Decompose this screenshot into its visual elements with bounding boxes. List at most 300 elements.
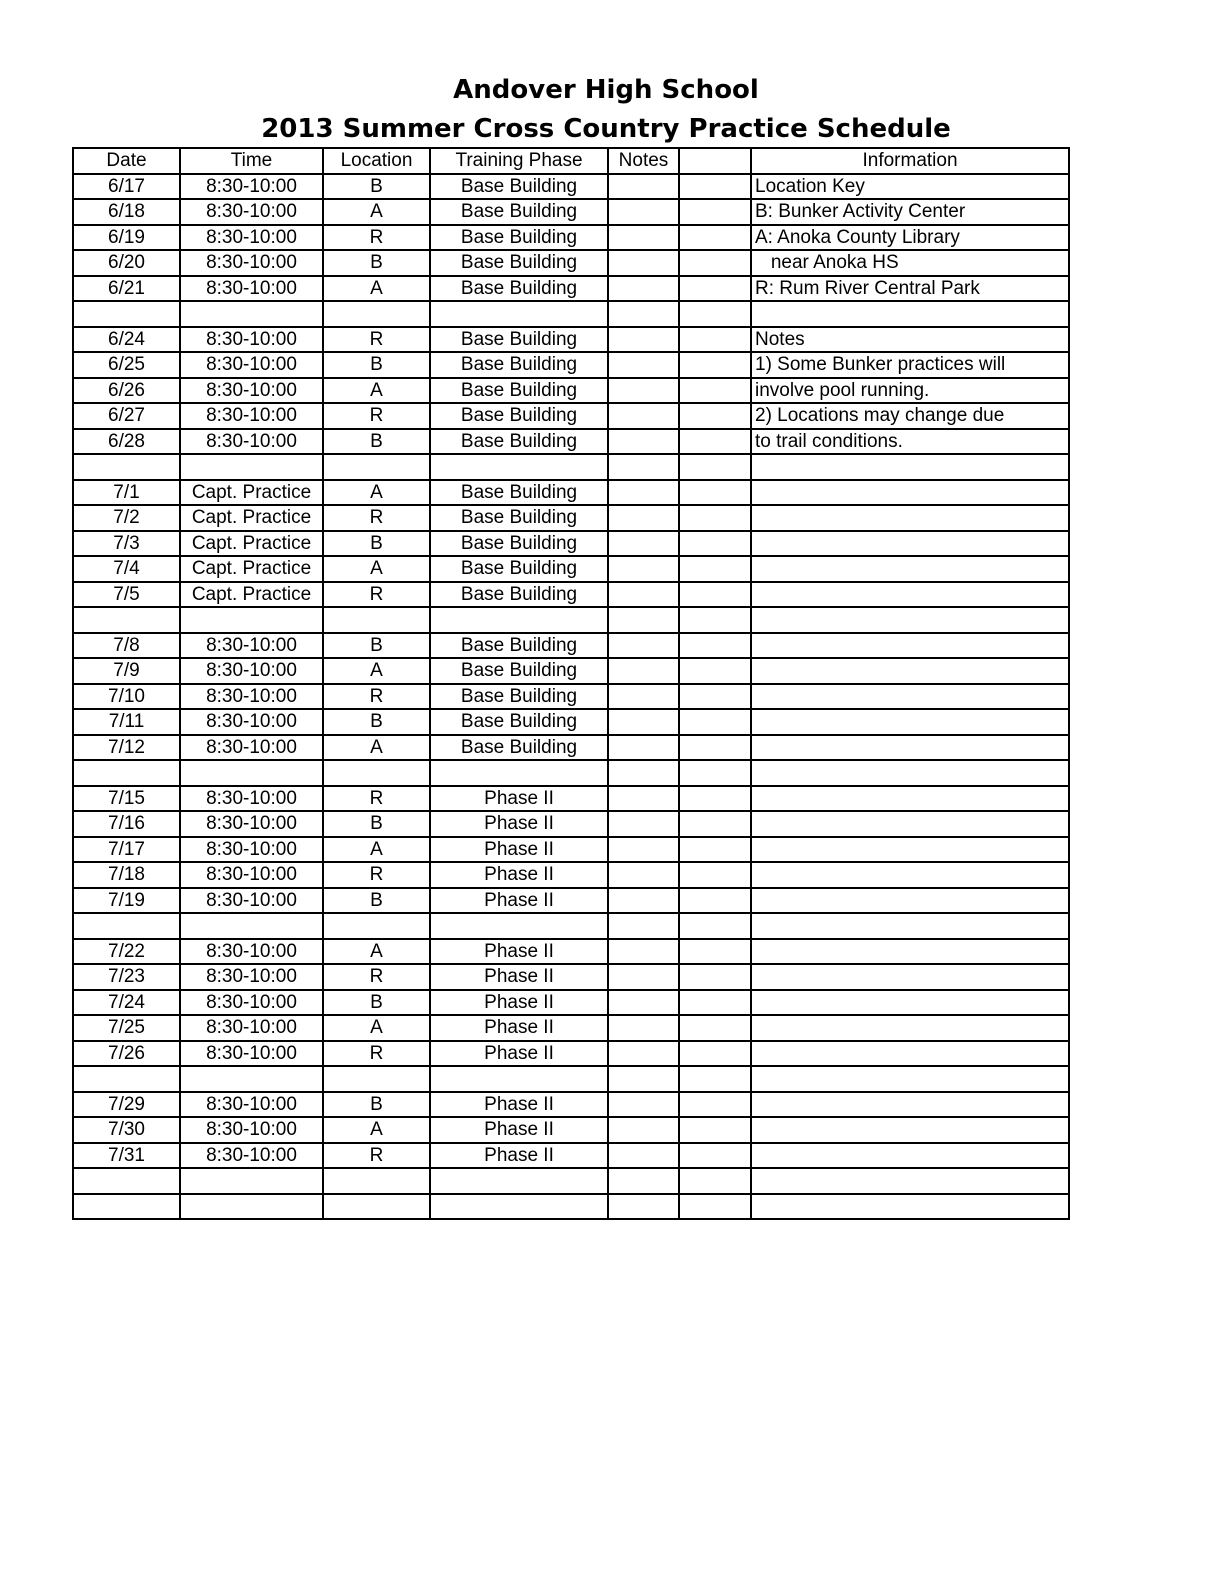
date-cell: 7/31 — [73, 1143, 180, 1169]
information-cell: Location Key — [751, 174, 1069, 200]
information-cell: Notes — [751, 327, 1069, 353]
header-blank — [679, 148, 751, 174]
time-cell: 8:30-10:00 — [180, 990, 323, 1016]
date-cell: 6/27 — [73, 403, 180, 429]
header-time: Time — [180, 148, 323, 174]
table-row — [73, 199, 1069, 225]
table-row — [73, 888, 1069, 914]
table-row — [73, 607, 1069, 633]
notes-cell — [608, 913, 679, 939]
table-row — [73, 1066, 1069, 1092]
time-cell: 8:30-10:00 — [180, 633, 323, 659]
blank-cell — [679, 352, 751, 378]
information-cell — [751, 480, 1069, 506]
location-cell: R — [323, 225, 430, 251]
notes-cell — [608, 811, 679, 837]
date-cell: 7/4 — [73, 556, 180, 582]
information-cell — [751, 1117, 1069, 1143]
information-cell: to trail conditions. — [751, 429, 1069, 455]
training-phase-cell: Base Building — [430, 352, 608, 378]
notes-cell — [608, 582, 679, 608]
header-notes: Notes — [608, 148, 679, 174]
information-cell — [751, 531, 1069, 557]
location-cell: B — [323, 709, 430, 735]
information-cell — [751, 964, 1069, 990]
table-row — [73, 658, 1069, 684]
date-cell: 7/19 — [73, 888, 180, 914]
header-row — [73, 148, 1069, 174]
time-cell: Capt. Practice — [180, 556, 323, 582]
notes-cell — [608, 352, 679, 378]
time-cell: 8:30-10:00 — [180, 225, 323, 251]
notes-cell — [608, 556, 679, 582]
time-cell — [180, 760, 323, 786]
blank-cell — [679, 888, 751, 914]
date-cell: 7/2 — [73, 505, 180, 531]
location-cell: R — [323, 403, 430, 429]
notes-cell — [608, 301, 679, 327]
date-cell: 7/12 — [73, 735, 180, 761]
blank-cell — [679, 1041, 751, 1067]
information-cell — [751, 658, 1069, 684]
location-cell: B — [323, 429, 430, 455]
date-cell — [73, 301, 180, 327]
location-cell: A — [323, 1015, 430, 1041]
table-row — [73, 429, 1069, 455]
location-cell: R — [323, 964, 430, 990]
training-phase-cell: Base Building — [430, 658, 608, 684]
location-cell — [323, 454, 430, 480]
date-cell: 7/22 — [73, 939, 180, 965]
information-cell — [751, 1015, 1069, 1041]
table-row — [73, 454, 1069, 480]
date-cell: 7/26 — [73, 1041, 180, 1067]
time-cell: 8:30-10:00 — [180, 939, 323, 965]
location-cell: B — [323, 174, 430, 200]
blank-cell — [679, 786, 751, 812]
time-cell: 8:30-10:00 — [180, 862, 323, 888]
notes-cell — [608, 174, 679, 200]
information-cell — [751, 1168, 1069, 1194]
notes-cell — [608, 888, 679, 914]
training-phase-cell: Base Building — [430, 199, 608, 225]
location-cell: A — [323, 658, 430, 684]
header-date: Date — [73, 148, 180, 174]
time-cell: 8:30-10:00 — [180, 684, 323, 710]
training-phase-cell: Phase II — [430, 964, 608, 990]
information-cell: 1) Some Bunker practices will — [751, 352, 1069, 378]
training-phase-cell: Base Building — [430, 250, 608, 276]
training-phase-cell: Base Building — [430, 531, 608, 557]
time-cell: 8:30-10:00 — [180, 429, 323, 455]
time-cell — [180, 913, 323, 939]
date-cell: 7/8 — [73, 633, 180, 659]
table-row — [73, 276, 1069, 302]
location-cell: R — [323, 582, 430, 608]
blank-cell — [679, 556, 751, 582]
table-row — [73, 1143, 1069, 1169]
information-cell — [751, 786, 1069, 812]
location-cell — [323, 607, 430, 633]
location-cell: R — [323, 1041, 430, 1067]
location-cell: B — [323, 1092, 430, 1118]
blank-cell — [679, 1194, 751, 1220]
blank-cell — [679, 913, 751, 939]
table-row — [73, 301, 1069, 327]
table-row — [73, 352, 1069, 378]
table-row — [73, 913, 1069, 939]
training-phase-cell: Phase II — [430, 1092, 608, 1118]
school-title: Andover High School — [453, 75, 759, 105]
time-cell: 8:30-10:00 — [180, 327, 323, 353]
date-cell: 6/24 — [73, 327, 180, 353]
training-phase-cell: Phase II — [430, 888, 608, 914]
time-cell: 8:30-10:00 — [180, 1041, 323, 1067]
table-row — [73, 939, 1069, 965]
date-cell: 7/24 — [73, 990, 180, 1016]
information-cell: R: Rum River Central Park — [751, 276, 1069, 302]
location-cell: R — [323, 684, 430, 710]
training-phase-cell — [430, 1194, 608, 1220]
information-cell: near Anoka HS — [751, 250, 1069, 276]
notes-cell — [608, 429, 679, 455]
blank-cell — [679, 964, 751, 990]
information-cell — [751, 1194, 1069, 1220]
training-phase-cell: Base Building — [430, 429, 608, 455]
information-cell — [751, 1041, 1069, 1067]
time-cell: 8:30-10:00 — [180, 1092, 323, 1118]
blank-cell — [679, 1015, 751, 1041]
blank-cell — [679, 862, 751, 888]
location-cell — [323, 760, 430, 786]
location-cell: B — [323, 888, 430, 914]
date-cell: 7/16 — [73, 811, 180, 837]
training-phase-cell: Base Building — [430, 735, 608, 761]
notes-cell — [608, 607, 679, 633]
training-phase-cell: Base Building — [430, 556, 608, 582]
table-row — [73, 862, 1069, 888]
schedule-title: 2013 Summer Cross Country Practice Schedule — [261, 114, 951, 144]
time-cell: 8:30-10:00 — [180, 352, 323, 378]
location-cell: B — [323, 990, 430, 1016]
training-phase-cell: Phase II — [430, 990, 608, 1016]
date-cell — [73, 913, 180, 939]
blank-cell — [679, 429, 751, 455]
table-row — [73, 709, 1069, 735]
training-phase-cell: Base Building — [430, 480, 608, 506]
blank-cell — [679, 454, 751, 480]
table-row — [73, 480, 1069, 506]
training-phase-cell: Phase II — [430, 1117, 608, 1143]
notes-cell — [608, 327, 679, 353]
location-cell: B — [323, 531, 430, 557]
training-phase-cell — [430, 607, 608, 633]
location-cell: B — [323, 633, 430, 659]
time-cell: 8:30-10:00 — [180, 199, 323, 225]
notes-cell — [608, 505, 679, 531]
blank-cell — [679, 378, 751, 404]
blank-cell — [679, 1168, 751, 1194]
date-cell: 7/17 — [73, 837, 180, 863]
blank-cell — [679, 531, 751, 557]
practice-schedule-table — [72, 147, 1070, 1220]
training-phase-cell: Phase II — [430, 786, 608, 812]
table-row — [73, 735, 1069, 761]
table-row — [73, 1041, 1069, 1067]
location-cell: R — [323, 505, 430, 531]
date-cell — [73, 760, 180, 786]
information-cell: A: Anoka County Library — [751, 225, 1069, 251]
blank-cell — [679, 607, 751, 633]
notes-cell — [608, 1143, 679, 1169]
blank-cell — [679, 811, 751, 837]
blank-cell — [679, 735, 751, 761]
information-cell — [751, 888, 1069, 914]
table-row — [73, 760, 1069, 786]
blank-cell — [679, 276, 751, 302]
blank-cell — [679, 174, 751, 200]
training-phase-cell: Phase II — [430, 1143, 608, 1169]
training-phase-cell: Base Building — [430, 633, 608, 659]
information-cell — [751, 582, 1069, 608]
table-row — [73, 1015, 1069, 1041]
time-cell: 8:30-10:00 — [180, 811, 323, 837]
training-phase-cell — [430, 913, 608, 939]
time-cell: 8:30-10:00 — [180, 1143, 323, 1169]
date-cell — [73, 1066, 180, 1092]
date-cell: 7/25 — [73, 1015, 180, 1041]
time-cell — [180, 1066, 323, 1092]
training-phase-cell: Phase II — [430, 811, 608, 837]
blank-cell — [679, 709, 751, 735]
training-phase-cell: Base Building — [430, 174, 608, 200]
notes-cell — [608, 990, 679, 1016]
location-cell: A — [323, 276, 430, 302]
notes-cell — [608, 862, 679, 888]
blank-cell — [679, 684, 751, 710]
time-cell — [180, 454, 323, 480]
information-cell — [751, 684, 1069, 710]
notes-cell — [608, 760, 679, 786]
table-row — [73, 327, 1069, 353]
notes-cell — [608, 684, 679, 710]
blank-cell — [679, 505, 751, 531]
time-cell: 8:30-10:00 — [180, 378, 323, 404]
table-row — [73, 1117, 1069, 1143]
information-cell — [751, 1066, 1069, 1092]
training-phase-cell: Phase II — [430, 1015, 608, 1041]
date-cell: 6/17 — [73, 174, 180, 200]
table-row — [73, 378, 1069, 404]
notes-cell — [608, 939, 679, 965]
notes-cell — [608, 709, 679, 735]
information-cell — [751, 862, 1069, 888]
time-cell — [180, 1168, 323, 1194]
header-information: Information — [751, 148, 1069, 174]
date-cell — [73, 1194, 180, 1220]
time-cell: Capt. Practice — [180, 582, 323, 608]
date-cell — [73, 607, 180, 633]
notes-cell — [608, 454, 679, 480]
date-cell: 7/15 — [73, 786, 180, 812]
location-cell: A — [323, 556, 430, 582]
information-cell — [751, 939, 1069, 965]
time-cell: 8:30-10:00 — [180, 837, 323, 863]
information-cell — [751, 760, 1069, 786]
header-training-phase: Training Phase — [430, 148, 608, 174]
notes-cell — [608, 480, 679, 506]
table-row — [73, 811, 1069, 837]
notes-cell — [608, 378, 679, 404]
blank-cell — [679, 199, 751, 225]
date-cell: 7/11 — [73, 709, 180, 735]
information-cell — [751, 607, 1069, 633]
time-cell: 8:30-10:00 — [180, 403, 323, 429]
date-cell: 7/10 — [73, 684, 180, 710]
training-phase-cell: Base Building — [430, 505, 608, 531]
training-phase-cell: Base Building — [430, 378, 608, 404]
table-row — [73, 1092, 1069, 1118]
location-cell: A — [323, 378, 430, 404]
time-cell: 8:30-10:00 — [180, 1015, 323, 1041]
information-cell — [751, 633, 1069, 659]
blank-cell — [679, 1092, 751, 1118]
blank-cell — [679, 990, 751, 1016]
blank-cell — [679, 225, 751, 251]
notes-cell — [608, 1194, 679, 1220]
blank-cell — [679, 1117, 751, 1143]
location-cell: A — [323, 1117, 430, 1143]
date-cell: 7/9 — [73, 658, 180, 684]
time-cell — [180, 607, 323, 633]
information-cell: involve pool running. — [751, 378, 1069, 404]
time-cell: 8:30-10:00 — [180, 786, 323, 812]
table-row — [73, 250, 1069, 276]
notes-cell — [608, 633, 679, 659]
location-cell: R — [323, 327, 430, 353]
table-row — [73, 556, 1069, 582]
time-cell: 8:30-10:00 — [180, 888, 323, 914]
time-cell: 8:30-10:00 — [180, 735, 323, 761]
time-cell — [180, 1194, 323, 1220]
blank-cell — [679, 658, 751, 684]
notes-cell — [608, 786, 679, 812]
table-row — [73, 505, 1069, 531]
blank-cell — [679, 760, 751, 786]
information-cell — [751, 837, 1069, 863]
table-row — [73, 174, 1069, 200]
information-cell — [751, 1143, 1069, 1169]
training-phase-cell: Base Building — [430, 582, 608, 608]
notes-cell — [608, 250, 679, 276]
information-cell: B: Bunker Activity Center — [751, 199, 1069, 225]
table-row — [73, 684, 1069, 710]
training-phase-cell: Base Building — [430, 403, 608, 429]
training-phase-cell: Phase II — [430, 862, 608, 888]
time-cell: 8:30-10:00 — [180, 250, 323, 276]
notes-cell — [608, 964, 679, 990]
date-cell: 6/19 — [73, 225, 180, 251]
location-cell — [323, 1168, 430, 1194]
blank-cell — [679, 250, 751, 276]
blank-cell — [679, 327, 751, 353]
information-cell — [751, 913, 1069, 939]
training-phase-cell — [430, 1168, 608, 1194]
table-row — [73, 786, 1069, 812]
blank-cell — [679, 480, 751, 506]
blank-cell — [679, 939, 751, 965]
table-row — [73, 225, 1069, 251]
location-cell: R — [323, 786, 430, 812]
time-cell — [180, 301, 323, 327]
time-cell: 8:30-10:00 — [180, 1117, 323, 1143]
notes-cell — [608, 1041, 679, 1067]
information-cell — [751, 990, 1069, 1016]
location-cell: A — [323, 837, 430, 863]
date-cell: 7/18 — [73, 862, 180, 888]
training-phase-cell — [430, 301, 608, 327]
notes-cell — [608, 199, 679, 225]
location-cell: A — [323, 735, 430, 761]
notes-cell — [608, 837, 679, 863]
training-phase-cell: Phase II — [430, 837, 608, 863]
notes-cell — [608, 1168, 679, 1194]
date-cell: 7/30 — [73, 1117, 180, 1143]
training-phase-cell — [430, 760, 608, 786]
information-cell — [751, 505, 1069, 531]
notes-cell — [608, 225, 679, 251]
location-cell: R — [323, 1143, 430, 1169]
training-phase-cell: Phase II — [430, 939, 608, 965]
notes-cell — [608, 531, 679, 557]
date-cell — [73, 1168, 180, 1194]
notes-cell — [608, 276, 679, 302]
location-cell — [323, 913, 430, 939]
information-cell — [751, 454, 1069, 480]
information-cell — [751, 811, 1069, 837]
location-cell: A — [323, 939, 430, 965]
location-cell: A — [323, 480, 430, 506]
location-cell — [323, 1194, 430, 1220]
location-cell: B — [323, 352, 430, 378]
time-cell: 8:30-10:00 — [180, 658, 323, 684]
time-cell: Capt. Practice — [180, 531, 323, 557]
date-cell: 6/18 — [73, 199, 180, 225]
notes-cell — [608, 1092, 679, 1118]
table-row — [73, 633, 1069, 659]
date-cell: 7/29 — [73, 1092, 180, 1118]
notes-cell — [608, 1066, 679, 1092]
location-cell — [323, 301, 430, 327]
time-cell: 8:30-10:00 — [180, 276, 323, 302]
notes-cell — [608, 735, 679, 761]
location-cell — [323, 1066, 430, 1092]
date-cell: 7/1 — [73, 480, 180, 506]
training-phase-cell: Base Building — [430, 225, 608, 251]
notes-cell — [608, 1015, 679, 1041]
time-cell: 8:30-10:00 — [180, 174, 323, 200]
table-row — [73, 403, 1069, 429]
blank-cell — [679, 837, 751, 863]
table-row — [73, 531, 1069, 557]
date-cell: 6/25 — [73, 352, 180, 378]
table-row — [73, 964, 1069, 990]
time-cell: 8:30-10:00 — [180, 709, 323, 735]
training-phase-cell: Phase II — [430, 1041, 608, 1067]
header-location: Location — [323, 148, 430, 174]
date-cell: 7/5 — [73, 582, 180, 608]
location-cell: R — [323, 862, 430, 888]
